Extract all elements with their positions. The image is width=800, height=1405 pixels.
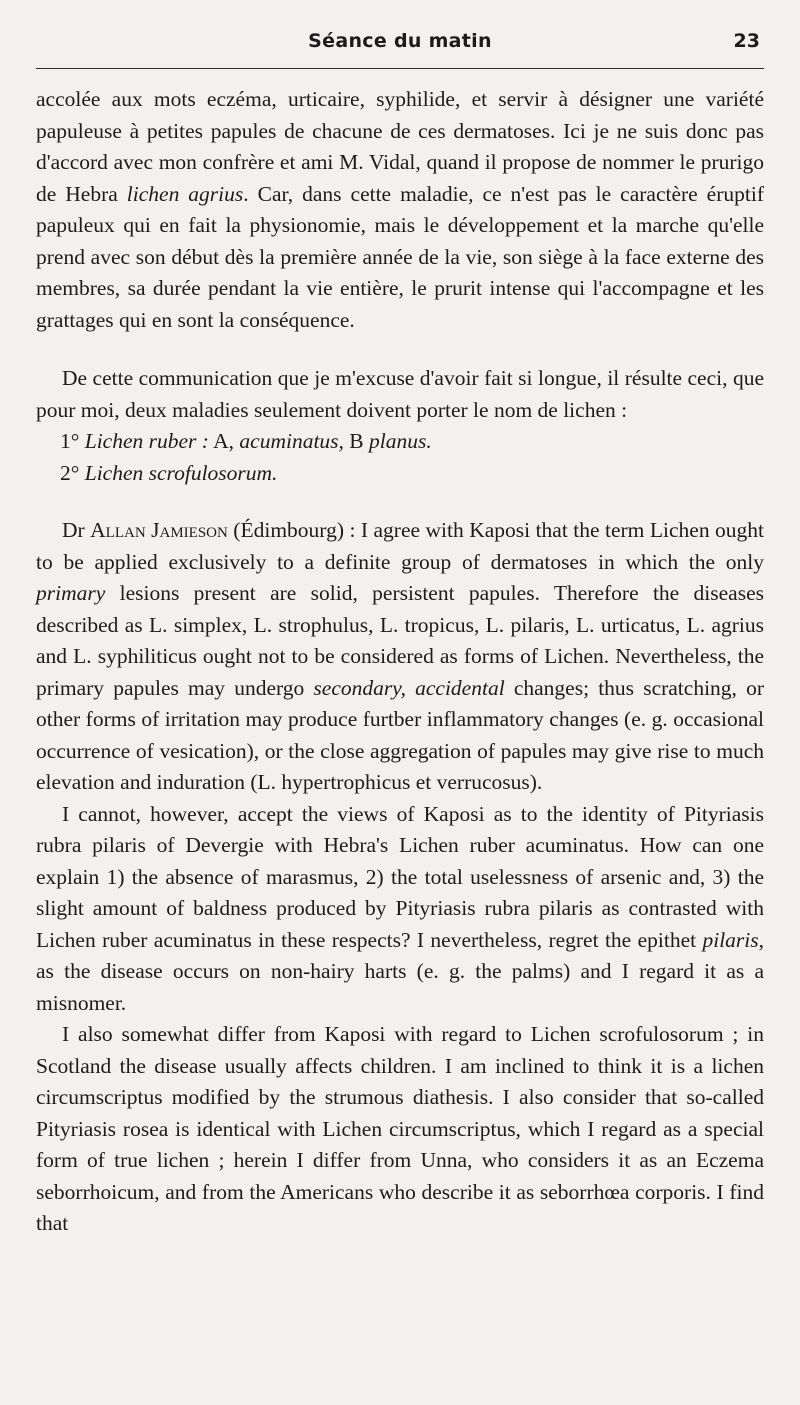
page-number: 23: [733, 30, 760, 52]
p3-text: (Édimbourg) : I agree with Kaposi that the term Lichen ought to be applied exclusively to a definite group of dermatoses in which the only: [36, 518, 765, 574]
p3-italic: secondary, accidental: [313, 675, 505, 700]
list-term: Lichen scrofulosorum.: [84, 460, 278, 485]
header-title: Séance du matin: [308, 30, 492, 52]
p4-text: , as the disease occurs on non-hairy harts (e. g. the palms) and I regard it as a misnomer.: [36, 927, 764, 1015]
speaker-title: Dr: [62, 518, 85, 542]
spacer: [36, 336, 764, 363]
list-number: 1°: [60, 429, 80, 453]
p3-italic: primary: [36, 581, 106, 605]
body-text: [36, 84, 764, 1240]
p1-italic: lichen agrius: [126, 181, 244, 206]
list-text: A,: [208, 429, 240, 453]
paragraph-1: [36, 84, 764, 336]
p1-text: accolée aux mots eczéma, urticaire, syphilide, et servir à désigner une variété papuleuse à petites papules de chacune de ces dermatoses. Ici je ne suis donc pas d'accord avec mon confrère et ami M. Vidal, quand il propose de nommer le prurigo de Hebra: [36, 87, 764, 206]
list-text: B: [343, 429, 370, 453]
p1-end: . Car, dans cette maladie, ce n'est pas le caractère éruptif papuleux qui en fait la physionomie, mais le développement et la marche qu'elle prend avec son début dès la première année de la vie, son siège à la face externe des membres, sa durée pendant la vie entière, le prurit intense qui l'accompagne et les grattages qui en sont la conséquence.: [36, 181, 764, 332]
paragraph-4: [36, 799, 764, 1020]
list-item-1: [36, 426, 764, 458]
p3-text: changes; thus scratching, or other forms of irritation may produce furtber inflammatory changes (e. g. occasional occurrence of vesication), or the close aggregation of papules may give rise to much elevation and induration (L. hypertrophicus et verrucosus).: [36, 675, 764, 794]
list-item-2: [36, 458, 764, 490]
paragraph-5: I also somewhat differ from Kaposi with regard to Lichen scrofulosorum ; in Scotland the disease usually affects children. I am inclined to think it is a lichen circumscriptus modified by the strumous diathesis. I also consider that so-called Pityriasis rosea is identical with Lichen circumscriptus, which I regard as a special form of true lichen ; herein I differ from Unna, who considers it as an Eczema seborrhoicum, and from the Americans who describe it as seborrhœa corporis. I find that: [36, 1022, 764, 1235]
spacer: [36, 489, 764, 515]
p4-text: I cannot, however, accept the views of Kaposi as to the identity of Pityriasis rubra pilaris of Devergie with Hebra's Lichen ruber acuminatus. How can one explain 1) the absence of marasmus, 2) the total uselessness of arsenic and, 3) the slight amount of baldness produced by Pityriasis rubra pilaris as contrasted with Lichen ruber acuminatus in these respects? I nevertheless, regret the epithet: [36, 801, 764, 952]
header-rule: [36, 68, 764, 69]
list-term: acuminatus,: [239, 429, 344, 453]
list-term: Lichen ruber :: [84, 429, 209, 453]
speaker-name: Allan Jamieson: [90, 518, 228, 542]
p4-italic: pilaris: [702, 927, 759, 952]
running-header: [36, 30, 764, 56]
paragraph-2: De cette communication que je m'excuse d'avoir fait si longue, il résulte ceci, que pour moi, deux maladies seulement doivent porter le nom de lichen :: [36, 366, 764, 422]
list-number: 2°: [60, 460, 80, 485]
p3-text: lesions present are solid, persistent papules. Therefore the diseases described as L. simplex, L. strophulus, L. tropicus, L. pilaris, L. urticatus, L. agrius and L. syphiliticus ought not to be considered as forms of Lichen. Nevertheless, the primary papules may undergo: [36, 581, 764, 700]
list-term: planus.: [369, 429, 432, 453]
paragraph-3: [36, 515, 764, 799]
